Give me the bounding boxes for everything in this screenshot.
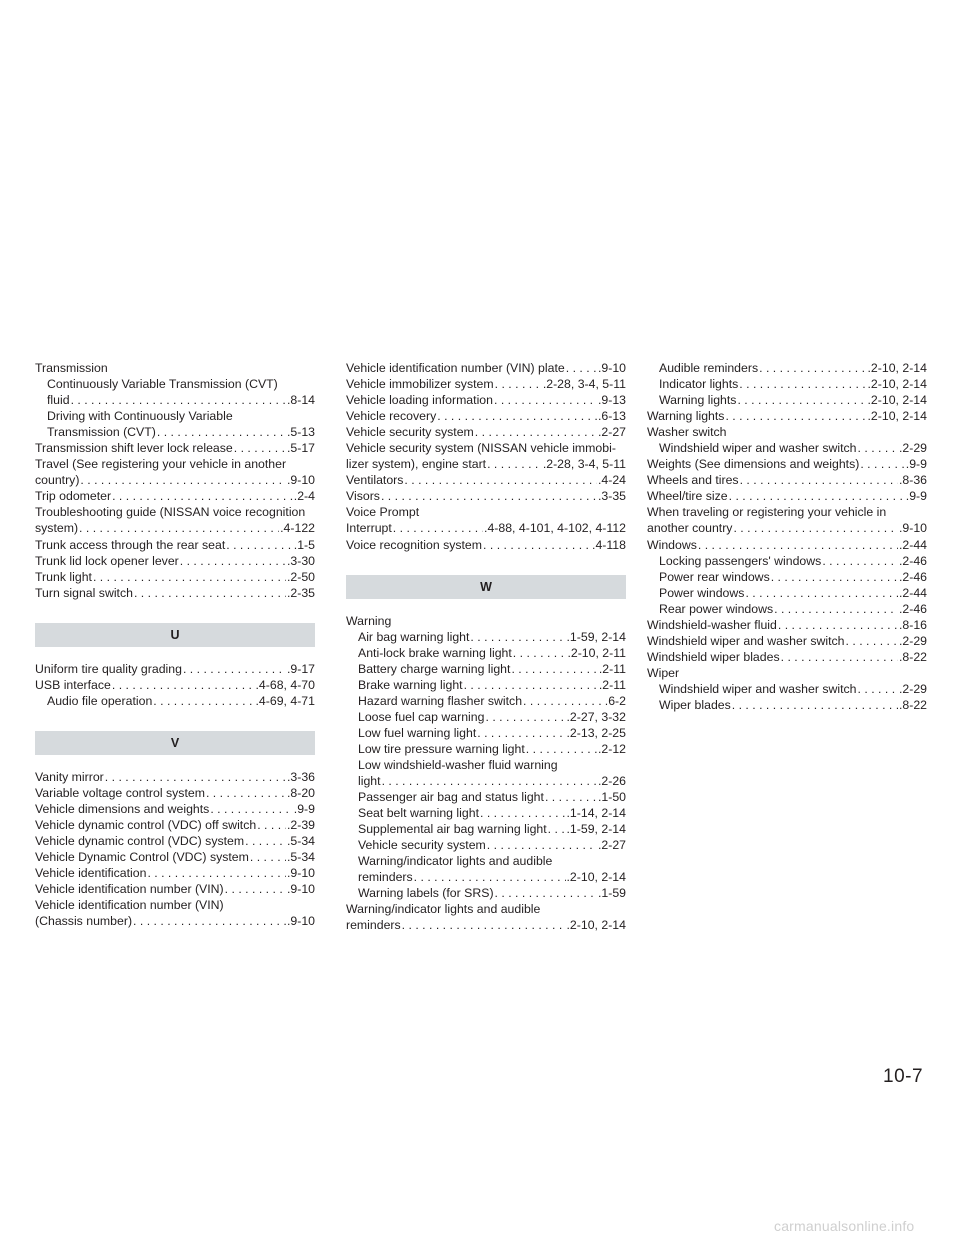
entry-page-ref: .9-9: [293, 801, 315, 816]
entry-term: Trunk access through the rear seat: [35, 537, 226, 552]
index-entry: [35, 881, 315, 897]
index-entry: [35, 865, 315, 881]
dot-leader: [180, 553, 286, 569]
entry-page-ref: .6-13: [597, 409, 626, 424]
entry-term: Vehicle identification number (VIN): [35, 882, 224, 897]
entry-page-ref: .9-9: [905, 457, 927, 472]
entry-term: Trunk lid lock opener lever: [35, 553, 179, 568]
index-entry: [346, 472, 626, 488]
index-entry: [346, 709, 626, 725]
index-column-2: [346, 360, 626, 934]
entry-term: Warning labels (for SRS): [358, 886, 494, 901]
index-entry: [647, 537, 927, 553]
index-entry: [346, 456, 626, 472]
dot-leader: [740, 472, 898, 488]
dot-leader: [781, 649, 898, 665]
entry-page-ref: .2-44: [898, 585, 927, 600]
index-entry: [35, 801, 315, 817]
entry-term: Uniform tire quality grading: [35, 661, 182, 676]
index-entry: [647, 520, 927, 536]
entry-term: Anti-lock brake warning light: [358, 645, 512, 660]
entry-term: Windows: [647, 537, 697, 552]
entry-page-ref: .2-4: [293, 489, 315, 504]
entry-term: another country: [647, 521, 733, 536]
dot-leader: [771, 569, 898, 585]
section-letter-band: U: [35, 623, 315, 647]
entry-page-ref: .4-122: [280, 521, 315, 536]
index-entry: [35, 553, 315, 569]
entry-page-ref: .4-118: [592, 537, 626, 552]
index-entry: [346, 917, 626, 933]
entry-term: Power windows: [659, 585, 745, 600]
index-entry: [346, 629, 626, 645]
dot-leader: [511, 661, 597, 677]
dot-leader: [402, 917, 566, 933]
entry-page-ref: .3-36: [286, 769, 315, 784]
index-heading: Travel (See registering your vehicle in another: [35, 457, 287, 472]
entry-term: (Chassis number): [35, 914, 133, 929]
dot-leader: [437, 408, 597, 424]
index-entry: [647, 601, 927, 617]
index-heading: Continuously Variable Transmission (CVT): [47, 377, 278, 392]
index-heading: Wiper: [647, 665, 680, 680]
entry-page-ref: .9-10: [898, 521, 927, 536]
index-entry: [35, 520, 315, 536]
entry-term: Vehicle dynamic control (VDC) off switch: [35, 817, 257, 832]
entry-term: Wheel/tire size: [647, 489, 728, 504]
entry-page-ref: .9-17: [286, 661, 315, 676]
entry-page-ref: .4-88, 4-101, 4-102, 4-112: [484, 521, 626, 536]
entry-term: Vanity mirror: [35, 769, 104, 784]
entry-term: Rear power windows: [659, 601, 774, 616]
index-entry: [35, 424, 315, 440]
index-entry: [346, 677, 626, 693]
index-entry: [647, 553, 927, 569]
entry-term: Windshield wiper and washer switch: [659, 681, 857, 696]
index-entry: [346, 661, 626, 677]
entry-term: Transmission shift lever lock release: [35, 441, 233, 456]
entry-term: reminders: [346, 918, 401, 933]
index-entry: [35, 440, 315, 456]
index-entry: [35, 585, 315, 601]
dot-leader: [526, 741, 597, 757]
entry-term: Locking passengers' windows: [659, 553, 822, 568]
entry-page-ref: .5-17: [286, 441, 315, 456]
index-heading: Troubleshooting guide (NISSAN voice recognition: [35, 505, 306, 520]
index-entry: [647, 649, 927, 665]
entry-term: Brake warning light: [358, 677, 463, 692]
entry-term: Battery charge warning light: [358, 661, 511, 676]
entry-page-ref: .2-50: [286, 569, 315, 584]
index-entry: [35, 913, 315, 929]
entry-term: Windshield wiper blades: [647, 649, 780, 664]
entry-page-ref: .2-28, 3-4, 5-11: [542, 457, 626, 472]
index-entry: [35, 693, 315, 709]
dot-leader: [759, 360, 866, 376]
entry-term: Air bag warning light: [358, 629, 470, 644]
dot-leader: [80, 472, 286, 488]
entry-page-ref: .6-2: [604, 693, 626, 708]
index-entry: [647, 488, 927, 504]
index-entry: [346, 773, 626, 789]
entry-page-ref: .1-59: [597, 886, 626, 901]
entry-page-ref: .2-11: [598, 677, 626, 692]
index-entry: [35, 537, 315, 553]
entry-term: Loose fuel cap warning: [358, 709, 485, 724]
dot-leader: [480, 805, 566, 821]
index-entry: [346, 537, 626, 553]
index-entry: [35, 472, 315, 488]
entry-term: Wiper blades: [659, 697, 731, 712]
dot-leader: [487, 456, 542, 472]
dot-leader: [404, 472, 597, 488]
index-entry: [35, 677, 315, 693]
index-entry: [35, 849, 315, 865]
entry-page-ref: .9-10: [597, 361, 626, 375]
entry-page-ref: .3-35: [597, 489, 626, 504]
entry-term: Visors: [346, 489, 380, 504]
index-entry: [647, 456, 927, 472]
entry-page-ref: .2-10, 2-14: [867, 377, 927, 392]
entry-term: Trunk light: [35, 569, 92, 584]
entry-page-ref: .2-35: [286, 585, 315, 600]
index-entry: [346, 408, 626, 424]
entry-page-ref: .2-10, 2-14: [867, 409, 927, 424]
index-heading: Transmission: [35, 361, 108, 375]
entry-term: Windshield wiper and washer switch: [647, 633, 845, 648]
dot-leader: [206, 785, 286, 801]
dot-leader: [464, 677, 598, 693]
entry-page-ref: .4-24: [597, 473, 626, 488]
index-entry: [35, 488, 315, 504]
index-entry: [647, 392, 927, 408]
index-entry: [35, 569, 315, 585]
entry-page-ref: .2-46: [898, 569, 927, 584]
index-entry: [647, 697, 927, 713]
entry-page-ref: .9-10: [286, 866, 315, 881]
dot-leader: [245, 833, 286, 849]
entry-page-ref: .5-34: [286, 850, 315, 865]
dot-leader: [566, 360, 597, 376]
entry-page-ref: .4-69, 4-71: [255, 693, 315, 708]
index-entry: [346, 645, 626, 661]
entry-page-ref: .2-27, 3-32: [566, 709, 626, 724]
entry-page-ref: .2-29: [898, 681, 927, 696]
section-letter-band: V: [35, 731, 315, 755]
index-entry: [346, 392, 626, 408]
entry-page-ref: .1-50: [597, 790, 626, 805]
entry-page-ref: .8-14: [286, 393, 315, 408]
entry-term: Vehicle dimensions and weights: [35, 801, 210, 816]
dot-leader: [513, 645, 567, 661]
entry-term: Hazard warning flasher switch: [358, 693, 523, 708]
dot-leader: [483, 537, 591, 553]
dot-leader: [495, 885, 597, 901]
dot-leader: [860, 456, 904, 472]
entry-term: Wheels and tires: [647, 473, 739, 488]
entry-term: Trip odometer: [35, 489, 112, 504]
index-entry: [35, 833, 315, 849]
entry-term: lizer system), engine start: [346, 457, 487, 472]
entry-page-ref: .1-5: [293, 537, 315, 552]
entry-term: light: [358, 774, 381, 789]
dot-leader: [858, 440, 898, 456]
dot-leader: [495, 376, 542, 392]
entry-term: Weights (See dimensions and weights): [647, 457, 860, 472]
entry-page-ref: .4-68, 4-70: [255, 677, 315, 692]
dot-leader: [739, 376, 866, 392]
dot-leader: [545, 789, 597, 805]
entry-term: Warning lights: [647, 409, 725, 424]
index-entry: [35, 661, 315, 677]
entry-term: Ventilators: [346, 473, 404, 488]
index-heading: Driving with Continuously Variable: [47, 409, 233, 424]
entry-term: country): [35, 473, 80, 488]
dot-leader: [487, 837, 597, 853]
entry-page-ref: .2-10, 2-14: [566, 870, 626, 885]
dot-leader: [226, 537, 293, 553]
dot-leader: [732, 697, 898, 713]
dot-leader: [250, 849, 286, 865]
dot-leader: [147, 865, 286, 881]
index-heading: Warning/indicator lights and audible: [346, 902, 541, 917]
entry-term: system): [35, 521, 79, 536]
index-entry: [647, 472, 927, 488]
entry-term: Seat belt warning light: [358, 806, 479, 821]
entry-page-ref: .2-12: [597, 741, 626, 756]
dot-leader: [183, 661, 286, 677]
entry-page-ref: .2-39: [286, 817, 315, 832]
entry-term: Vehicle loading information: [346, 393, 493, 408]
index-heading: Warning: [346, 613, 392, 628]
dot-leader: [485, 709, 565, 725]
dot-leader: [134, 585, 286, 601]
index-entry: [346, 837, 626, 853]
dot-leader: [157, 424, 286, 440]
index-entry: [647, 360, 927, 376]
entry-page-ref: .2-11: [598, 661, 626, 676]
index-entry: [346, 789, 626, 805]
index-entry: [346, 725, 626, 741]
index-entry: [647, 617, 927, 633]
index-entry: [346, 741, 626, 757]
entry-page-ref: .2-13, 2-25: [566, 725, 626, 740]
dot-leader: [494, 392, 597, 408]
dot-leader: [774, 601, 898, 617]
dot-leader: [733, 520, 898, 536]
entry-page-ref: .8-16: [898, 617, 927, 632]
dot-leader: [210, 801, 292, 817]
dot-leader: [778, 617, 898, 633]
entry-page-ref: .8-36: [898, 473, 927, 488]
dot-leader: [382, 773, 597, 789]
index-heading: Vehicle security system (NISSAN vehicle immobi-: [346, 441, 616, 456]
page-number: 10-7: [883, 1066, 924, 1087]
entry-page-ref: .1-59, 2-14: [566, 822, 626, 837]
index-entry: [346, 693, 626, 709]
dot-leader: [71, 392, 286, 408]
index-heading: Low windshield-washer fluid warning: [358, 757, 558, 772]
index-heading: Vehicle identification number (VIN): [35, 898, 224, 913]
dot-leader: [133, 913, 286, 929]
dot-leader: [846, 633, 898, 649]
index-column-3: [647, 360, 927, 713]
index-entry: [346, 885, 626, 901]
entry-page-ref: .2-10, 2-11: [567, 645, 626, 660]
entry-term: Vehicle identification number (VIN) plate: [346, 361, 565, 375]
entry-term: Vehicle Dynamic Control (VDC) system: [35, 850, 249, 865]
dot-leader: [729, 488, 905, 504]
dot-leader: [414, 869, 566, 885]
entry-term: USB interface: [35, 677, 111, 692]
dot-leader: [475, 424, 597, 440]
index-entry: [346, 869, 626, 885]
entry-term: Variable voltage control system: [35, 785, 205, 800]
entry-term: Power rear windows: [659, 569, 770, 584]
index-entry: [647, 681, 927, 697]
entry-term: Windshield wiper and washer switch: [659, 441, 857, 456]
dot-leader: [822, 553, 898, 569]
index-entry: [346, 424, 626, 440]
entry-page-ref: .2-46: [898, 553, 927, 568]
entry-term: Vehicle immobilizer system: [346, 377, 494, 392]
entry-term: Warning lights: [659, 393, 737, 408]
entry-page-ref: .3-30: [286, 553, 315, 568]
index-entry: [35, 392, 315, 408]
entry-page-ref: .2-29: [898, 441, 927, 456]
index-entry: [346, 360, 626, 376]
entry-page-ref: .1-59, 2-14: [566, 629, 626, 644]
entry-page-ref: .9-10: [286, 882, 315, 897]
index-entry: [346, 488, 626, 504]
index-entry: [647, 408, 927, 424]
entry-page-ref: .2-26: [597, 774, 626, 789]
dot-leader: [93, 569, 286, 585]
entry-term: Interrupt: [346, 521, 392, 536]
entry-term: fluid: [47, 393, 70, 408]
entry-term: reminders: [358, 870, 413, 885]
entry-term: Vehicle identification: [35, 866, 147, 881]
index-entry: [647, 585, 927, 601]
dot-leader: [381, 488, 597, 504]
entry-page-ref: .2-10, 2-14: [867, 393, 927, 408]
dot-leader: [225, 881, 286, 897]
dot-leader: [105, 769, 286, 785]
dot-leader: [234, 440, 286, 456]
dot-leader: [79, 520, 279, 536]
index-heading: Washer switch: [647, 425, 727, 440]
index-entry: [346, 376, 626, 392]
entry-page-ref: .2-28, 3-4, 5-11: [542, 377, 626, 392]
entry-page-ref: .2-46: [898, 601, 927, 616]
index-entry: [346, 805, 626, 821]
index-column-1: [35, 360, 315, 929]
entry-term: Low tire pressure warning light: [358, 741, 525, 756]
entry-page-ref: .1-14, 2-14: [566, 806, 626, 821]
entry-term: Low fuel warning light: [358, 725, 477, 740]
index-entry: [647, 376, 927, 392]
dot-leader: [470, 629, 565, 645]
dot-leader: [153, 693, 254, 709]
entry-page-ref: .9-10: [286, 914, 315, 929]
entry-page-ref: .2-44: [898, 537, 927, 552]
dot-leader: [523, 693, 604, 709]
entry-term: Vehicle recovery: [346, 409, 437, 424]
dot-leader: [745, 585, 898, 601]
dot-leader: [257, 817, 286, 833]
entry-term: Vehicle security system: [358, 838, 486, 853]
entry-page-ref: .9-13: [597, 393, 626, 408]
dot-leader: [393, 520, 483, 536]
dot-leader: [858, 681, 898, 697]
index-heading: Warning/indicator lights and audible: [358, 854, 553, 869]
dot-leader: [737, 392, 866, 408]
entry-page-ref: .2-10, 2-14: [566, 918, 626, 933]
dot-leader: [725, 408, 866, 424]
entry-term: Voice recognition system: [346, 537, 483, 552]
entry-term: Windshield-washer fluid: [647, 617, 777, 632]
entry-term: Vehicle dynamic control (VDC) system: [35, 834, 245, 849]
entry-page-ref: .5-13: [286, 425, 315, 440]
dot-leader: [477, 725, 565, 741]
entry-page-ref: .9-10: [286, 473, 315, 488]
entry-term: Indicator lights: [659, 377, 739, 392]
index-entry: [346, 821, 626, 837]
entry-term: Passenger air bag and status light: [358, 790, 544, 805]
index-entry: [35, 769, 315, 785]
entry-term: Supplemental air bag warning light: [358, 822, 547, 837]
index-heading: Voice Prompt: [346, 505, 420, 520]
entry-page-ref: .9-9: [905, 489, 927, 504]
index-entry: [346, 520, 626, 536]
entry-page-ref: .2-10, 2-14: [867, 361, 927, 375]
entry-term: Audible reminders: [659, 361, 759, 375]
entry-page-ref: .2-29: [898, 633, 927, 648]
dot-leader: [112, 488, 293, 504]
section-letter-band: W: [346, 575, 626, 599]
index-entry: [35, 817, 315, 833]
index-entry: [35, 785, 315, 801]
entry-term: Turn signal switch: [35, 585, 133, 600]
entry-page-ref: .8-22: [898, 697, 927, 712]
index-heading: When traveling or registering your vehicle in: [647, 505, 887, 520]
index-entry: [647, 633, 927, 649]
entry-term: Vehicle security system: [346, 425, 474, 440]
index-entry: [647, 569, 927, 585]
dot-leader: [112, 677, 255, 693]
dot-leader: [698, 537, 898, 553]
entry-page-ref: .2-27: [597, 425, 626, 440]
index-entry: [647, 440, 927, 456]
entry-page-ref: .5-34: [286, 834, 315, 849]
entry-term: Audio file operation: [47, 693, 153, 708]
entry-term: Transmission (CVT): [47, 425, 156, 440]
entry-page-ref: .8-20: [286, 785, 315, 800]
dot-leader: [548, 821, 566, 837]
entry-page-ref: .2-27: [597, 838, 626, 853]
watermark-link[interactable]: carmanualsonline.info: [774, 1218, 915, 1234]
entry-page-ref: .8-22: [898, 649, 927, 664]
